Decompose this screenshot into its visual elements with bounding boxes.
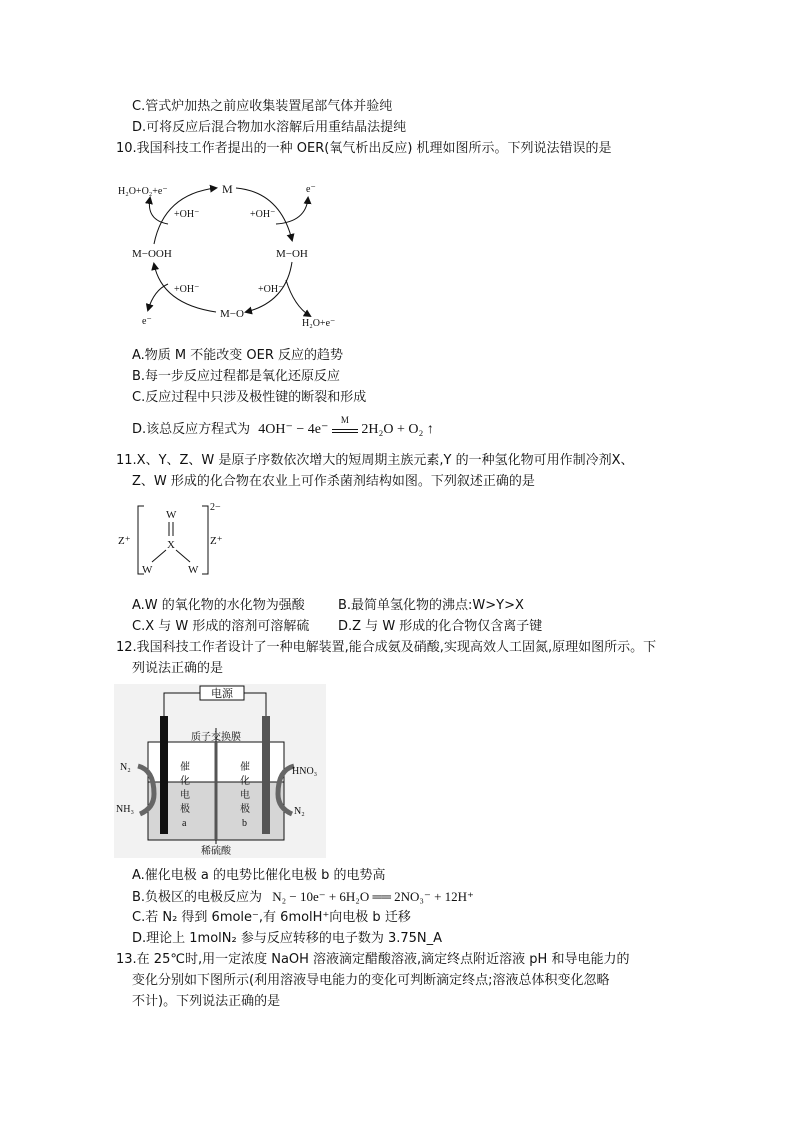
svg-text:化: 化: [240, 776, 250, 787]
oh-label-top-right: +OH⁻: [250, 209, 276, 220]
label-nh3-left: NH₃: [116, 804, 134, 815]
power-supply-label: 电源: [211, 688, 233, 700]
label-hno3-right: HNO₃: [292, 766, 318, 777]
svg-text:催: 催: [240, 762, 250, 773]
branch-bottom-right: [286, 280, 310, 316]
q12-option-b: [132, 888, 474, 907]
atom-w-top: W: [166, 509, 177, 521]
dilute-acid-label: 稀硫酸: [201, 846, 231, 857]
q11-stem-line-1: 11.X、Y、Z、W 是原子序数依次增大的短周期主族元素,Y 的一种氢化物可用作制冷剂X、: [116, 453, 634, 468]
svg-text:催: 催: [180, 762, 190, 773]
electrode-a: [160, 716, 168, 834]
oer-mechanism-diagram: [110, 180, 370, 330]
branch-top-left: [149, 198, 168, 224]
q9-option-d: D.可将反应后混合物加水溶解后用重结晶法提纯: [132, 120, 407, 135]
charge-label: 2−: [210, 502, 221, 513]
z-cation-left: Z⁺: [118, 535, 131, 547]
q12-option-b-prefix: B.负极区的电极反应为: [132, 890, 263, 905]
q12-option-b-equation: N₂ − 10e⁻ + 6H₂O ══ 2NO₃⁻ + 12H⁺: [272, 889, 474, 904]
oh-label-top-left: +OH⁻: [174, 209, 200, 220]
q11-option-a: A.W 的氧化物的水化物为强酸: [132, 598, 305, 613]
electrolysis-apparatus: [114, 684, 326, 858]
q12-option-a: A.催化电极 a 的电势比催化电极 b 的电势高: [132, 868, 386, 883]
node-m-o: M−O: [220, 308, 244, 320]
q10-option-a: A.物质 M 不能改变 OER 反应的趋势: [132, 348, 344, 363]
q11-stem-line-2: Z、W 形成的化合物在农业上可作杀菌剂结构如图。下列叙述正确的是: [132, 474, 535, 489]
atom-w-left: W: [142, 564, 153, 576]
node-m-oh: M−OH: [276, 248, 308, 260]
atom-w-right: W: [188, 564, 199, 576]
q13-stem-line-2: 变化分别如下图所示(利用溶液导电能力的变化可判断滴定终点;溶液总体积变化忽略: [132, 973, 610, 988]
q12-stem-line-1: 12.我国科技工作者设计了一种电解装置,能合成氨及硝酸,实现高效人工固氮,原理如图所示。下: [116, 640, 657, 655]
q11-option-c: C.X 与 W 形成的溶剂可溶解硫: [132, 619, 310, 634]
q11-option-d: D.Z 与 W 形成的化合物仅含离子键: [338, 619, 543, 634]
q10-option-d: [132, 415, 434, 439]
product-h2o-e: H₂O+e⁻: [302, 318, 336, 329]
product-e-top: e⁻: [306, 184, 316, 195]
electrode-b: [262, 716, 270, 834]
label-n2-left: N₂: [120, 762, 131, 773]
bracket-right: [202, 506, 208, 574]
q9-option-c: C.管式炉加热之前应收集装置尾部气体并验纯: [132, 99, 393, 114]
q13-stem-line-1: 13.在 25℃时,用一定浓度 NaOH 溶液滴定醋酸溶液,滴定终点附近溶液 pH 和导电能力的: [116, 952, 630, 967]
q12-option-d: D.理论上 1molN₂ 参与反应转移的电子数为 3.75N_A: [132, 931, 443, 946]
svg-text:极: 极: [180, 804, 190, 815]
q13-stem-line-3: 不计)。下列说法正确的是: [132, 994, 281, 1009]
product-h2o-o2-e: H₂O+O₂+e⁻: [118, 186, 168, 197]
node-m-ooh: M−OOH: [132, 248, 172, 260]
svg-text:电: 电: [240, 790, 250, 801]
oh-label-bottom-left: +OH⁻: [174, 284, 200, 295]
membrane-label: 质子交换膜: [191, 732, 241, 743]
svg-text:电: 电: [180, 790, 190, 801]
svg-text:a: a: [182, 818, 187, 829]
product-e-bottom: e⁻: [142, 316, 152, 327]
eq-right: 2H₂O + O₂ ↑: [361, 422, 434, 437]
svg-text:b: b: [242, 818, 247, 829]
eq-arrow: [332, 415, 358, 433]
q12-option-c: C.若 N₂ 得到 6mole⁻,有 6molH⁺向电极 b 迁移: [132, 910, 411, 925]
svg-text:化: 化: [180, 776, 190, 787]
label-n2-right: N₂: [294, 806, 305, 817]
node-m: M: [222, 182, 233, 196]
svg-text:极: 极: [240, 804, 250, 815]
q10-option-b: B.每一步反应过程都是氧化还原反应: [132, 369, 341, 384]
z-cation-right: Z⁺: [210, 535, 223, 547]
atom-x-center: X: [167, 539, 175, 551]
branch-top-right: [276, 198, 308, 224]
oh-label-bottom-right: +OH⁻: [258, 284, 284, 295]
q12-stem-line-2: 列说法正确的是: [132, 661, 224, 676]
q10-stem: 10.我国科技工作者提出的一种 OER(氧气析出反应) 机理如图所示。下列说法错误的是: [116, 141, 612, 156]
compound-structure: [116, 500, 246, 580]
q10-option-d-prefix: D.该总反应方程式为: [132, 422, 251, 437]
q11-option-b: B.最简单氢化物的沸点:W>Y>X: [338, 598, 524, 613]
eq-condition: M: [340, 415, 349, 425]
q10-option-c: C.反应过程中只涉及极性键的断裂和形成: [132, 390, 367, 405]
eq-left: 4OH⁻ − 4e⁻: [258, 422, 329, 437]
q10-equation: [258, 415, 434, 437]
